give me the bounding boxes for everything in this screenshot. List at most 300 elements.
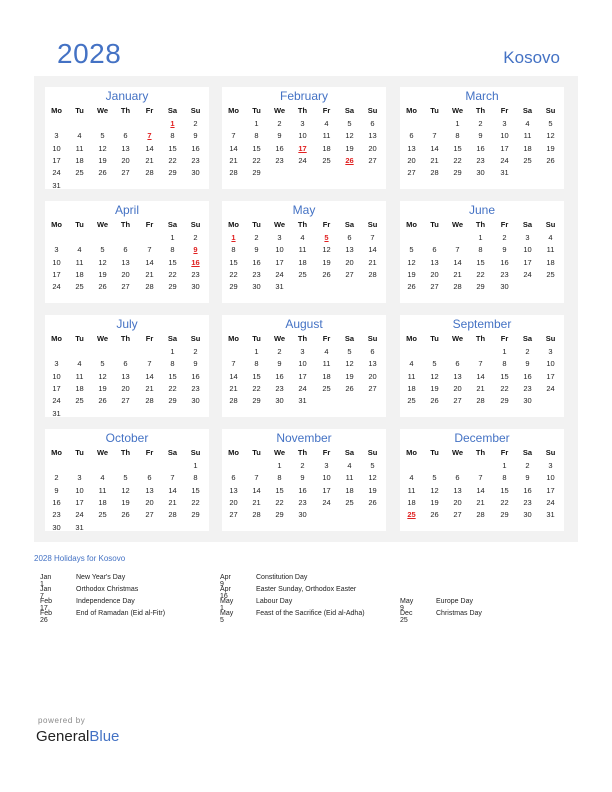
day-cell: 10 bbox=[75, 485, 84, 495]
day-cell: 25 bbox=[98, 510, 107, 520]
day-cell: 14 bbox=[453, 257, 462, 267]
day-cell: 21 bbox=[453, 269, 462, 279]
day-cell: 1 bbox=[254, 119, 259, 128]
day-cell: 3 bbox=[277, 233, 282, 242]
weekday-label: We bbox=[96, 106, 109, 115]
weekday-header bbox=[400, 220, 564, 232]
day-cell: 15 bbox=[168, 143, 177, 153]
day-cell: 12 bbox=[430, 485, 439, 495]
weekday-label: We bbox=[451, 106, 464, 115]
day-cell: 10 bbox=[500, 131, 509, 141]
weekday-header bbox=[222, 106, 386, 118]
day-cell: 23 bbox=[191, 269, 200, 279]
day-cell: 28 bbox=[252, 510, 261, 520]
month-june bbox=[400, 201, 564, 303]
day-cell: 18 bbox=[523, 143, 532, 153]
day-cell: 13 bbox=[121, 257, 130, 267]
day-cell: 8 bbox=[254, 359, 259, 369]
day-cell: 13 bbox=[453, 485, 462, 495]
day-cell: 17 bbox=[75, 497, 84, 507]
day-cell: 8 bbox=[170, 359, 175, 369]
month-title: February bbox=[279, 89, 329, 103]
day-cell: 14 bbox=[430, 143, 439, 153]
day-cell: 19 bbox=[98, 383, 107, 393]
day-cell: 3 bbox=[300, 119, 305, 128]
day-cell: 20 bbox=[407, 155, 416, 165]
day-cell: 11 bbox=[407, 371, 416, 381]
month-november bbox=[222, 429, 386, 531]
weekday-label: Sa bbox=[344, 106, 355, 115]
holiday-name: Europe Day bbox=[436, 598, 473, 605]
day-cell: 28 bbox=[368, 269, 377, 279]
day-cell: 14 bbox=[229, 371, 238, 381]
day-cell: 21 bbox=[168, 497, 177, 507]
day-cell: 22 bbox=[275, 497, 284, 507]
day-cell: 7 bbox=[455, 245, 460, 255]
weekday-label: Tu bbox=[252, 448, 261, 457]
day-cell: 11 bbox=[75, 371, 84, 381]
weekday-label: We bbox=[96, 334, 109, 343]
day-cell: 12 bbox=[345, 359, 354, 369]
day-cell: 20 bbox=[345, 257, 354, 267]
day-cell: 31 bbox=[52, 408, 61, 418]
day-cell: 9 bbox=[525, 359, 530, 369]
day-cell: 13 bbox=[368, 131, 377, 141]
day-cell: 21 bbox=[145, 155, 154, 165]
day-cell: 23 bbox=[500, 269, 509, 279]
day-cell: 2 bbox=[193, 347, 198, 356]
day-cell: 11 bbox=[407, 485, 416, 495]
day-cell: 11 bbox=[75, 143, 84, 153]
day-cell: 8 bbox=[231, 245, 236, 255]
month-title: August bbox=[285, 317, 323, 331]
day-cell: 1 bbox=[455, 119, 460, 128]
day-cell: 21 bbox=[229, 383, 238, 393]
day-cell: 18 bbox=[322, 143, 331, 153]
day-cell: 14 bbox=[252, 485, 261, 495]
holiday-date: May 5 bbox=[220, 610, 234, 624]
weekday-label: Th bbox=[297, 334, 308, 343]
weekday-label: Tu bbox=[252, 334, 261, 343]
day-cell: 25 bbox=[345, 497, 354, 507]
weekday-label: Tu bbox=[430, 106, 439, 115]
day-cell: 20 bbox=[368, 143, 377, 153]
day-cell: 17 bbox=[546, 371, 555, 381]
weekday-label: Th bbox=[475, 334, 486, 343]
weekday-label: Mo bbox=[228, 448, 239, 457]
day-cell: 12 bbox=[430, 371, 439, 381]
day-cell: 15 bbox=[252, 143, 261, 153]
weekday-label: Su bbox=[190, 220, 201, 229]
weekday-label: We bbox=[273, 106, 286, 115]
weekday-label: Su bbox=[545, 334, 556, 343]
weekday-label: We bbox=[451, 334, 464, 343]
weekday-label: Fr bbox=[145, 106, 154, 115]
day-cell: 16 bbox=[476, 143, 485, 153]
day-cell: 30 bbox=[275, 396, 284, 406]
day-cell: 22 bbox=[229, 269, 238, 279]
weekday-label: We bbox=[96, 448, 109, 457]
holiday-date: Apr 9 bbox=[220, 574, 231, 588]
day-cell: 22 bbox=[453, 155, 462, 165]
weekday-label: Mo bbox=[51, 106, 62, 115]
weekday-header bbox=[45, 448, 209, 460]
day-cell: 11 bbox=[523, 131, 532, 141]
day-cell: 10 bbox=[298, 131, 307, 141]
day-cell: 18 bbox=[75, 269, 84, 279]
day-cell: 12 bbox=[368, 473, 377, 483]
day-cell: 29 bbox=[252, 168, 261, 178]
day-cell: 10 bbox=[322, 473, 331, 483]
day-cell: 10 bbox=[275, 245, 284, 255]
day-cell: 8 bbox=[478, 245, 483, 255]
day-cell: 13 bbox=[368, 359, 377, 369]
day-cell: 16 bbox=[52, 497, 61, 507]
holiday-date: Jan 7 bbox=[40, 586, 52, 600]
day-cell: 2 bbox=[254, 233, 259, 242]
day-cell: 15 bbox=[252, 371, 261, 381]
day-cell: 9 bbox=[54, 485, 59, 495]
day-cell: 7 bbox=[478, 473, 483, 483]
day-cell: 9 bbox=[525, 473, 530, 483]
day-cell: 17 bbox=[322, 485, 331, 495]
day-cell: 15 bbox=[229, 257, 238, 267]
day-cell: 17 bbox=[546, 485, 555, 495]
weekday-label: Fr bbox=[322, 106, 331, 115]
day-cell: 24 bbox=[75, 510, 84, 520]
day-cell: 10 bbox=[523, 245, 532, 255]
day-cell: 3 bbox=[324, 461, 329, 470]
brand-logo[interactable] bbox=[36, 728, 119, 745]
day-cell: 25 bbox=[75, 168, 84, 178]
day-cell: 20 bbox=[453, 383, 462, 393]
day-cell: 12 bbox=[98, 143, 107, 153]
day-cell: 5 bbox=[347, 119, 352, 128]
day-cell: 6 bbox=[455, 359, 460, 369]
day-cell: 22 bbox=[168, 383, 177, 393]
weekday-label: Th bbox=[475, 106, 486, 115]
day-cell: 29 bbox=[168, 282, 177, 292]
day-cell: 14 bbox=[476, 485, 485, 495]
day-cell: 8 bbox=[277, 473, 282, 483]
day-cell: 8 bbox=[170, 245, 175, 255]
day-cell: 4 bbox=[347, 461, 352, 470]
day-cell: 27 bbox=[345, 269, 354, 279]
weekday-header bbox=[45, 106, 209, 118]
day-cell: 2 bbox=[478, 119, 483, 128]
weekday-label: Sa bbox=[167, 448, 178, 457]
day-cell: 27 bbox=[453, 396, 462, 406]
day-cell: 4 bbox=[77, 245, 82, 255]
weekday-label: We bbox=[273, 334, 286, 343]
month-title: July bbox=[116, 317, 138, 331]
weekday-header bbox=[400, 106, 564, 118]
weekday-label: Sa bbox=[522, 334, 533, 343]
day-cell: 29 bbox=[252, 396, 261, 406]
day-cell: 18 bbox=[75, 383, 84, 393]
day-cell: 4 bbox=[300, 233, 305, 242]
day-cell: 13 bbox=[453, 371, 462, 381]
weekday-header bbox=[45, 220, 209, 232]
day-cell: 2 bbox=[277, 119, 282, 128]
day-cell: 4 bbox=[324, 119, 329, 128]
day-cell: 31 bbox=[52, 180, 61, 190]
day-cell: 30 bbox=[476, 168, 485, 178]
day-cell: 26 bbox=[322, 269, 331, 279]
day-cell: 28 bbox=[168, 510, 177, 520]
day-cell: 31 bbox=[275, 282, 284, 292]
day-cell: 28 bbox=[453, 282, 462, 292]
day-cell: 15 bbox=[191, 485, 200, 495]
day-cell: 5 bbox=[100, 245, 105, 255]
day-cell: 23 bbox=[523, 497, 532, 507]
day-cell: 9 bbox=[300, 473, 305, 483]
day-cell: 28 bbox=[145, 168, 154, 178]
day-cell: 30 bbox=[191, 282, 200, 292]
day-cell: 1 bbox=[170, 347, 175, 356]
day-cell: 9 bbox=[193, 359, 198, 369]
weekday-header bbox=[222, 448, 386, 460]
day-cell: 13 bbox=[145, 485, 154, 495]
brand-blue-text: Blue bbox=[89, 728, 120, 745]
day-cell: 9 bbox=[277, 359, 282, 369]
day-cell: 14 bbox=[368, 245, 377, 255]
weekday-label: Mo bbox=[406, 334, 417, 343]
month-january bbox=[45, 87, 209, 189]
month-title: April bbox=[114, 203, 139, 217]
day-cell: 27 bbox=[368, 383, 377, 393]
weekday-label: Th bbox=[120, 448, 131, 457]
day-cell: 25 bbox=[75, 282, 84, 292]
day-cell: 12 bbox=[345, 131, 354, 141]
day-cell: 23 bbox=[52, 510, 61, 520]
weekday-label: Tu bbox=[75, 106, 84, 115]
day-cell: 20 bbox=[121, 269, 130, 279]
day-cell: 1 bbox=[254, 347, 259, 356]
day-cell: 27 bbox=[121, 168, 130, 178]
day-cell: 26 bbox=[430, 396, 439, 406]
weekday-label: Mo bbox=[228, 106, 239, 115]
day-cell: 6 bbox=[370, 347, 375, 356]
weekday-label: We bbox=[273, 220, 286, 229]
weekday-label: Tu bbox=[75, 220, 84, 229]
day-cell: 4 bbox=[100, 473, 105, 483]
weekday-label: We bbox=[273, 448, 286, 457]
holiday-date: May 9 bbox=[400, 598, 414, 612]
day-cell: 21 bbox=[145, 269, 154, 279]
day-cell: 11 bbox=[75, 257, 84, 267]
day-cell: 20 bbox=[145, 497, 154, 507]
day-cell: 30 bbox=[500, 282, 509, 292]
weekday-label: Fr bbox=[145, 334, 154, 343]
day-cell: 6 bbox=[123, 359, 128, 369]
day-cell: 15 bbox=[168, 257, 177, 267]
weekday-label: Sa bbox=[344, 448, 355, 457]
day-cell: 4 bbox=[409, 359, 414, 369]
day-cell: 25 bbox=[407, 396, 416, 406]
weekday-label: Su bbox=[545, 220, 556, 229]
day-cell: 10 bbox=[52, 143, 61, 153]
day-cell: 1 bbox=[478, 233, 483, 242]
day-cell: 29 bbox=[168, 168, 177, 178]
day-cell: 9 bbox=[502, 245, 507, 255]
weekday-label: Sa bbox=[167, 220, 178, 229]
weekday-label: Fr bbox=[145, 448, 154, 457]
day-cell: 19 bbox=[368, 485, 377, 495]
day-cell: 25 bbox=[75, 396, 84, 406]
day-cell: 29 bbox=[275, 510, 284, 520]
day-cell: 6 bbox=[231, 473, 236, 483]
weekday-label: Tu bbox=[75, 448, 84, 457]
weekday-label: Th bbox=[297, 220, 308, 229]
weekday-label: Sa bbox=[344, 220, 355, 229]
day-cell: 6 bbox=[370, 119, 375, 128]
holiday-name: End of Ramadan (Eid al-Fitr) bbox=[76, 610, 166, 617]
day-cell: 14 bbox=[229, 143, 238, 153]
weekday-label: We bbox=[451, 448, 464, 457]
month-april bbox=[45, 201, 209, 303]
weekday-label: Mo bbox=[406, 220, 417, 229]
day-cell: 23 bbox=[275, 383, 284, 393]
day-cell: 20 bbox=[121, 155, 130, 165]
day-cell: 13 bbox=[407, 143, 416, 153]
day-cell: 16 bbox=[275, 371, 284, 381]
day-cell: 27 bbox=[430, 282, 439, 292]
day-cell: 1 bbox=[502, 347, 507, 356]
holidays-title: 2028 Holidays for Kosovo bbox=[34, 554, 126, 563]
day-cell: 18 bbox=[407, 497, 416, 507]
month-july bbox=[45, 315, 209, 417]
day-cell: 17 bbox=[52, 155, 61, 165]
day-cell: 17 bbox=[523, 257, 532, 267]
day-cell: 9 bbox=[277, 131, 282, 141]
month-may bbox=[222, 201, 386, 303]
day-cell: 14 bbox=[145, 143, 154, 153]
weekday-header bbox=[400, 448, 564, 460]
month-september bbox=[400, 315, 564, 417]
day-cell: 15 bbox=[453, 143, 462, 153]
month-december bbox=[400, 429, 564, 531]
day-cell: 30 bbox=[523, 396, 532, 406]
month-title: October bbox=[105, 431, 149, 445]
day-cell: 4 bbox=[77, 359, 82, 369]
day-cell: 12 bbox=[322, 245, 331, 255]
day-cell: 26 bbox=[98, 396, 107, 406]
day-cell: 4 bbox=[409, 473, 414, 483]
day-cell: 29 bbox=[500, 396, 509, 406]
day-cell: 17 bbox=[52, 383, 61, 393]
day-cell: 6 bbox=[432, 245, 437, 255]
weekday-label: Th bbox=[120, 106, 131, 115]
day-cell: 26 bbox=[121, 510, 130, 520]
day-cell: 19 bbox=[98, 269, 107, 279]
weekday-label: Su bbox=[545, 448, 556, 457]
day-cell: 2 bbox=[502, 233, 507, 242]
weekday-label: Mo bbox=[406, 448, 417, 457]
month-october bbox=[45, 429, 209, 531]
day-cell: 27 bbox=[145, 510, 154, 520]
day-cell: 8 bbox=[193, 473, 198, 483]
weekday-label: Fr bbox=[500, 448, 509, 457]
month-title: January bbox=[105, 89, 149, 103]
day-cell: 2 bbox=[54, 473, 59, 483]
day-cell: 15 bbox=[500, 485, 509, 495]
holiday-name: Independence Day bbox=[76, 598, 135, 605]
day-cell: 17 bbox=[52, 269, 61, 279]
weekday-label: Su bbox=[367, 106, 378, 115]
day-cell: 3 bbox=[300, 347, 305, 356]
day-cell: 29 bbox=[229, 282, 238, 292]
day-cell: 3 bbox=[548, 347, 553, 356]
day-cell: 27 bbox=[407, 168, 416, 178]
day-cell: 17 bbox=[298, 371, 307, 381]
day-cell: 12 bbox=[98, 257, 107, 267]
day-cell: 5 bbox=[548, 119, 553, 128]
day-cell: 5 bbox=[432, 473, 437, 483]
day-cell: 24 bbox=[52, 168, 61, 178]
day-cell: 8 bbox=[502, 359, 507, 369]
day-cell: 21 bbox=[145, 383, 154, 393]
weekday-label: Fr bbox=[145, 220, 154, 229]
holiday-date: May 1 bbox=[220, 598, 234, 612]
day-cell: 22 bbox=[168, 269, 177, 279]
day-cell: 28 bbox=[229, 396, 238, 406]
day-cell: 26 bbox=[368, 497, 377, 507]
holiday-day-cell: 17 bbox=[298, 143, 307, 153]
day-cell: 28 bbox=[229, 168, 238, 178]
day-cell: 15 bbox=[275, 485, 284, 495]
month-august bbox=[222, 315, 386, 417]
holiday-day-cell: 9 bbox=[193, 245, 198, 255]
day-cell: 6 bbox=[455, 473, 460, 483]
month-title: March bbox=[465, 89, 499, 103]
day-cell: 27 bbox=[229, 510, 238, 520]
day-cell: 8 bbox=[502, 473, 507, 483]
day-cell: 31 bbox=[546, 510, 555, 520]
weekday-label: We bbox=[96, 220, 109, 229]
holiday-day-cell: 1 bbox=[170, 119, 175, 128]
day-cell: 21 bbox=[252, 497, 261, 507]
day-cell: 1 bbox=[170, 233, 175, 242]
day-cell: 13 bbox=[121, 143, 130, 153]
day-cell: 3 bbox=[54, 359, 59, 369]
weekday-label: Sa bbox=[522, 448, 533, 457]
day-cell: 22 bbox=[252, 383, 261, 393]
day-cell: 19 bbox=[345, 371, 354, 381]
holiday-day-cell: 26 bbox=[345, 155, 354, 165]
day-cell: 3 bbox=[502, 119, 507, 128]
day-cell: 2 bbox=[525, 347, 530, 356]
day-cell: 19 bbox=[345, 143, 354, 153]
day-cell: 26 bbox=[430, 510, 439, 520]
holiday-date: Feb 26 bbox=[40, 610, 53, 624]
day-cell: 13 bbox=[430, 257, 439, 267]
day-cell: 30 bbox=[523, 510, 532, 520]
day-cell: 18 bbox=[298, 257, 307, 267]
day-cell: 26 bbox=[98, 168, 107, 178]
weekday-label: Mo bbox=[51, 334, 62, 343]
day-cell: 15 bbox=[168, 371, 177, 381]
day-cell: 27 bbox=[121, 282, 130, 292]
day-cell: 28 bbox=[476, 396, 485, 406]
day-cell: 13 bbox=[229, 485, 238, 495]
day-cell: 16 bbox=[298, 485, 307, 495]
day-cell: 9 bbox=[193, 131, 198, 141]
weekday-label: Mo bbox=[228, 220, 239, 229]
holiday-date: Apr 16 bbox=[220, 586, 231, 600]
day-cell: 14 bbox=[145, 371, 154, 381]
day-cell: 20 bbox=[430, 269, 439, 279]
